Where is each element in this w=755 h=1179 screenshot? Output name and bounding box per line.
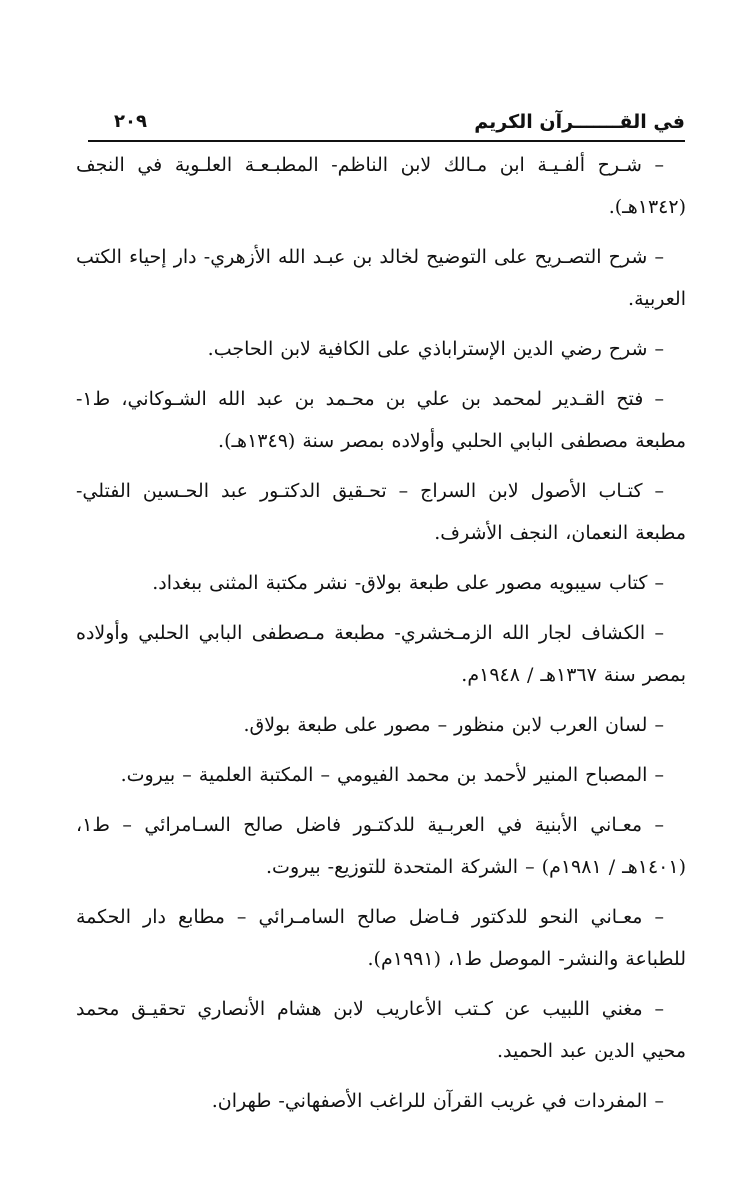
bibliography-list bbox=[76, 144, 686, 1130]
bibliography-entry: – الكشاف لجار الله الزمـخشري- مطبعة مـصطفى البابي الحلبي وأولاده بمصر سنة ١٣٦٧هـ / ١٩٤٨م. bbox=[76, 622, 686, 686]
bibliography-entry: – شرح التصـريح على التوضيح لخالد بن عبـد الله الأزهري- دار إحياء الكتب العربية. bbox=[76, 246, 686, 310]
header-title: في القـــــــرآن الكريم bbox=[474, 111, 685, 133]
bibliography-entry: – المفردات في غريب القرآن للراغب الأصفهاني- طهران. bbox=[211, 1090, 664, 1112]
bibliography-entry: – مغني اللبيب عن كـتب الأعاريب لابن هشام الأنصاري تحقيـق محمد محيي الدين عبد الحميد. bbox=[76, 998, 686, 1062]
header-rule bbox=[88, 140, 685, 142]
running-header bbox=[88, 108, 685, 142]
bibliography-entry: – المصباح المنير لأحمد بن محمد الفيومي – المكتبة العلمية – بيروت. bbox=[120, 764, 664, 786]
page-number: ٢٠٩ bbox=[114, 111, 147, 132]
bibliography-entry: – لسان العرب لابن منظور – مصور على طبعة بولاق. bbox=[243, 714, 664, 736]
bibliography-entry: – شـرح ألفـيـة ابن مـالك لابن الناظم- المطبـعـة العلـوية في النجف (١٣٤٢هـ). bbox=[76, 154, 686, 218]
bibliography-entry: – كتـاب الأصول لابن السراج – تحـقيق الدكتـور عبد الحـسين الفتلي- مطبعة النعمان، النجف الأشرف. bbox=[76, 480, 686, 544]
bibliography-entry: – شرح رضي الدين الإستراباذي على الكافية لابن الحاجب. bbox=[207, 338, 664, 360]
bibliography-entry: – كتاب سيبويه مصور على طبعة بولاق- نشر مكتبة المثنى ببغداد. bbox=[152, 572, 664, 594]
bibliography-entry: – معـاني النحو للدكتور فـاضل صالح السامـرائي – مطابع دار الحكمة للطباعة والنشر- الموصل ط١، (١٩٩١م). bbox=[76, 906, 686, 970]
bibliography-entry: – معـاني الأبنية في العربـية للدكتـور فاضل صالح السـامرائي – ط١، (١٤٠١هـ / ١٩٨١م) – الشركة المتحدة للتوزيع- بيروت. bbox=[76, 814, 686, 878]
bibliography-entry: – فتح القـدير لمحمد بن علي بن محـمد بن عبد الله الشـوكاني، ط١- مطبعة مصطفى البابي الحلبي وأولاده بمصر سنة (١٣٤٩هـ). bbox=[76, 388, 686, 452]
